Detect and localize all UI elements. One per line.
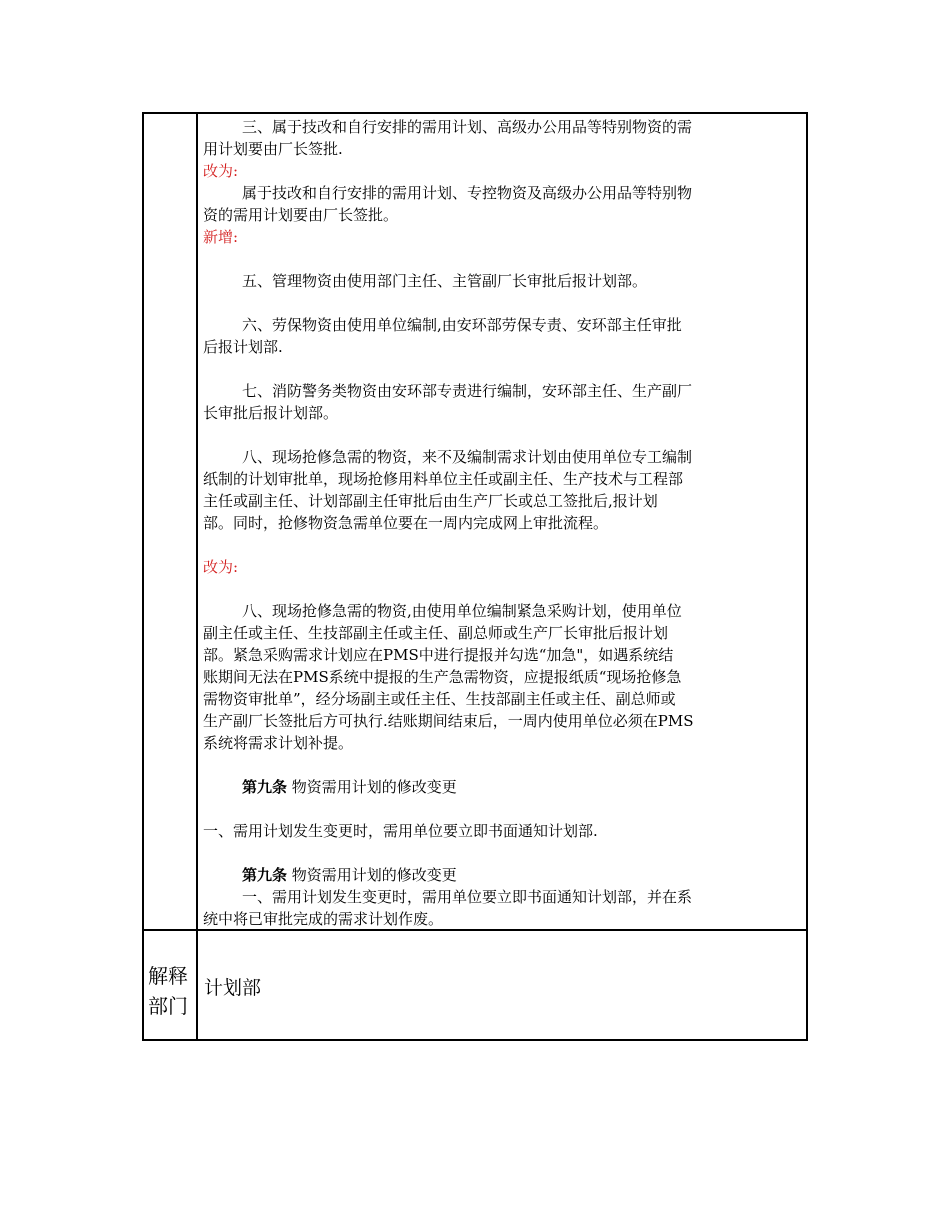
paragraph-line: 三、属于技改和自行安排的需用计划、高级办公用品等特别物资的需 bbox=[242, 118, 693, 136]
revision-text bbox=[203, 116, 803, 930]
paragraph-line: 部。紧急采购需求计划应在PMS中进行提报并勾选“加急"，如遇系统结 bbox=[203, 646, 674, 664]
article-number: 第九条 bbox=[242, 778, 288, 796]
paragraph-line: 生产副厂长签批后方可执行.结账期间结束后，一周内使用单位必须在PMS bbox=[203, 712, 694, 730]
department-label bbox=[148, 961, 194, 1021]
paragraph-line: 用计划要由厂长签批. bbox=[203, 140, 343, 158]
paragraph-line: 副主任或主任、生技部副主任或主任、副总师或生产厂长审批后报计划 bbox=[203, 624, 669, 642]
paragraph-line: 七、消防警务类物资由安环部专责进行编制，安环部主任、生产副厂 bbox=[242, 382, 693, 400]
addition-marker: 新增: bbox=[203, 228, 239, 246]
content-row bbox=[144, 114, 806, 931]
department-value: 计划部 bbox=[204, 977, 262, 999]
paragraph-line: 资的需用计划要由厂长签批。 bbox=[203, 206, 399, 224]
document-table bbox=[142, 112, 808, 1041]
article-heading bbox=[203, 864, 803, 886]
paragraph-line: 后报计划部. bbox=[203, 338, 283, 356]
paragraph-line: 纸制的计划审批单，现场抢修用料单位主任或副主任、生产技术与工程部 bbox=[203, 470, 684, 488]
paragraph-line: 八、现场抢修急需的物资,由使用单位编制紧急采购计划，使用单位 bbox=[242, 602, 682, 620]
paragraph-line: 部。同时，抢修物资急需单位要在一周内完成网上审批流程。 bbox=[203, 514, 609, 532]
article-number: 第九条 bbox=[242, 866, 288, 884]
article-title: 物资需用计划的修改变更 bbox=[287, 866, 457, 884]
paragraph-line: 主任或副主任、计划部副主任审批后由生产厂长或总工签批后,报计划 bbox=[203, 492, 658, 510]
paragraph-line: 属于技改和自行安排的需用计划、专控物资及高级办公用品等特别物 bbox=[242, 184, 693, 202]
change-marker: 改为: bbox=[203, 558, 239, 576]
change-marker: 改为: bbox=[203, 162, 239, 180]
paragraph-line: 一、需用计划发生变更时，需用单位要立即书面通知计划部. bbox=[203, 822, 598, 840]
paragraph-line: 需物资审批单”，经分场副主或任主任、生技部副主任或主任、副总师或 bbox=[203, 690, 676, 708]
paragraph-line: 统中将已审批完成的需求计划作废。 bbox=[203, 910, 444, 928]
content-row-label-cell bbox=[144, 114, 198, 929]
paragraph-line: 六、劳保物资由使用单位编制,由安环部劳保专责、安环部主任审批 bbox=[242, 316, 682, 334]
paragraph-line: 系统将需求计划补提。 bbox=[203, 734, 354, 752]
department-label-line: 解释 bbox=[148, 964, 188, 988]
paragraph-line: 八、现场抢修急需的物资，来不及编制需求计划由使用单位专工编制 bbox=[242, 448, 693, 466]
paragraph-line: 长审批后报计划部。 bbox=[203, 404, 339, 422]
content-row-body-cell bbox=[198, 114, 806, 929]
paragraph-line: 五、管理物资由使用部门主任、主管副厂长审批后报计划部。 bbox=[242, 272, 648, 290]
department-value-cell bbox=[198, 931, 806, 1039]
interpreting-department-row bbox=[144, 931, 806, 1039]
department-label-cell bbox=[144, 931, 198, 1039]
department-label-line: 部门 bbox=[148, 994, 188, 1018]
article-title: 物资需用计划的修改变更 bbox=[287, 778, 457, 796]
article-heading bbox=[203, 776, 803, 798]
paragraph-line: 账期间无法在PMS系统中提报的生产急需物资，应提报纸质“现场抢修急 bbox=[203, 668, 682, 686]
paragraph-line: 一、需用计划发生变更时，需用单位要立即书面通知计划部，并在系 bbox=[242, 888, 693, 906]
